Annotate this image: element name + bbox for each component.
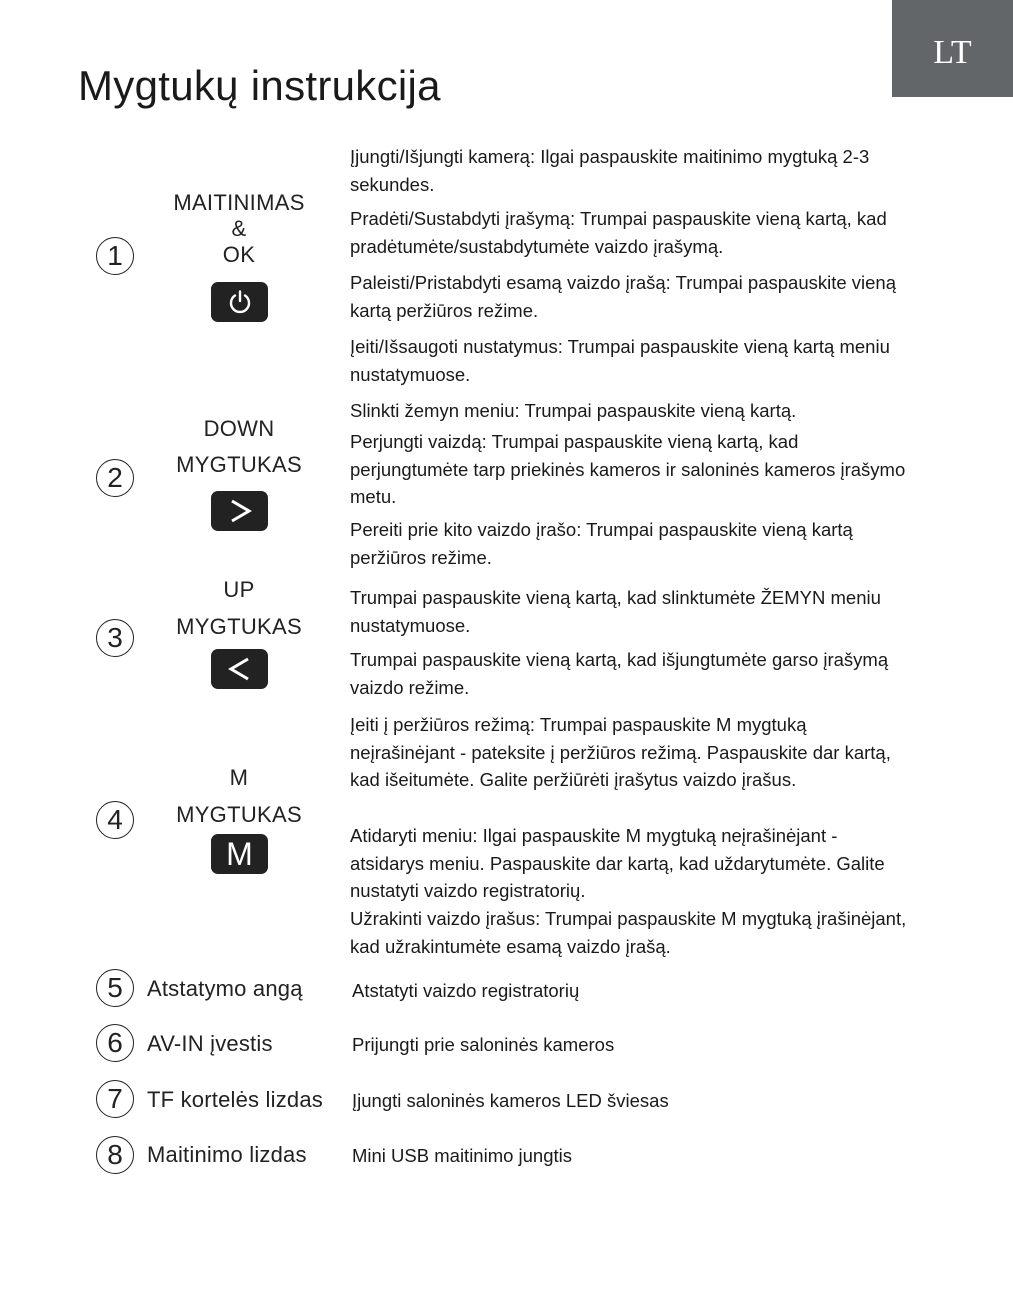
number-badge-8: 8 [96,1136,134,1174]
language-tab: LT [892,0,1013,97]
port-label-av-in: AV-IN įvestis [147,1031,273,1056]
button-label-up-sub: MYGTUKAS [176,614,302,639]
port-label-tf-card: TF kortelės lizdas [147,1087,323,1112]
down-desc-2: Perjungti vaizdą: Trumpai paspauskite vieną kartą, kad perjungtumėte tarp priekinės kameros ir saloninės kameros įrašymo metu. [350,431,906,507]
button-label-m: M [229,765,249,790]
button-label-m-sub: MYGTUKAS [176,802,302,827]
up-desc-2: Trumpai paspauskite vieną kartą, kad išjungtumėte garso įrašymą vaizdo režime. [350,649,889,698]
port-label-power-socket: Maitinimo lizdas [147,1142,307,1167]
button-label-power: MAITINIMAS & OK [173,190,305,267]
m-desc-3: Užrakinti vaizdo įrašus: Trumpai paspauskite M mygtuką įrašinėjant, kad užrakintumėte esamą vaizdo įrašą. [350,908,907,957]
m-letter-icon: M [211,834,268,874]
power-desc-3: Paleisti/Pristabdyti esamą vaizdo įrašą: Trumpai paspauskite vieną kartą peržiūros režime. [350,272,897,321]
number-badge-3: 3 [96,619,134,657]
chevron-left-icon [211,649,268,689]
button-label-down-sub: MYGTUKAS [176,452,302,477]
port-label-reset: Atstatymo angą [147,976,303,1001]
m-desc-2: Atidaryti meniu: Ilgai paspauskite M mygtuką neįrašinėjant - atsidarys meniu. Paspauskite dar kartą, kad uždarytumėte. Galite nustatyti vaizdo registratorių. [350,825,885,901]
button-label-down: DOWN [203,416,275,441]
number-badge-6: 6 [96,1024,134,1062]
power-desc-4: Įeiti/Išsaugoti nustatymus: Trumpai paspauskite vieną kartą meniu nustatymuose. [350,336,890,385]
down-desc-1: Slinkti žemyn meniu: Trumpai paspauskite vieną kartą. [350,400,797,421]
m-desc-1: Įeiti į peržiūros režimą: Trumpai paspauskite M mygtuką neįrašinėjant - pateksite į peržiūros režimą. Paspauskite dar kartą, kad išeitumėte. Galite peržiūrėti įrašytus vaizdo įrašus. [350,714,891,790]
page-title: Mygtukų instrukcija [78,62,441,109]
port-desc-tf-card: Įjungti saloninės kameros LED šviesas [352,1090,669,1111]
power-icon [211,282,268,322]
power-desc-2: Pradėti/Sustabdyti įrašymą: Trumpai paspauskite vieną kartą, kad pradėtumėte/sustabdytumėte vaizdo įrašymą. [350,208,887,257]
port-desc-av-in: Prijungti prie saloninės kameros [352,1034,615,1055]
number-badge-1: 1 [96,237,134,275]
number-badge-2: 2 [96,459,134,497]
number-badge-7: 7 [96,1080,134,1118]
button-label-up: UP [223,577,255,602]
power-desc-1: Įjungti/Išjungti kamerą: Ilgai paspauskite maitinimo mygtuką 2-3 sekundes. [350,146,870,195]
number-badge-5: 5 [96,969,134,1007]
chevron-right-icon [211,491,268,531]
down-desc-3: Pereiti prie kito vaizdo įrašo: Trumpai paspauskite vieną kartą peržiūros režime. [350,519,853,568]
up-desc-1: Trumpai paspauskite vieną kartą, kad slinktumėte ŽEMYN meniu nustatymuose. [350,587,881,636]
port-desc-power-socket: Mini USB maitinimo jungtis [352,1145,573,1166]
port-desc-reset: Atstatyti vaizdo registratorių [352,980,580,1001]
number-badge-4: 4 [96,801,134,839]
